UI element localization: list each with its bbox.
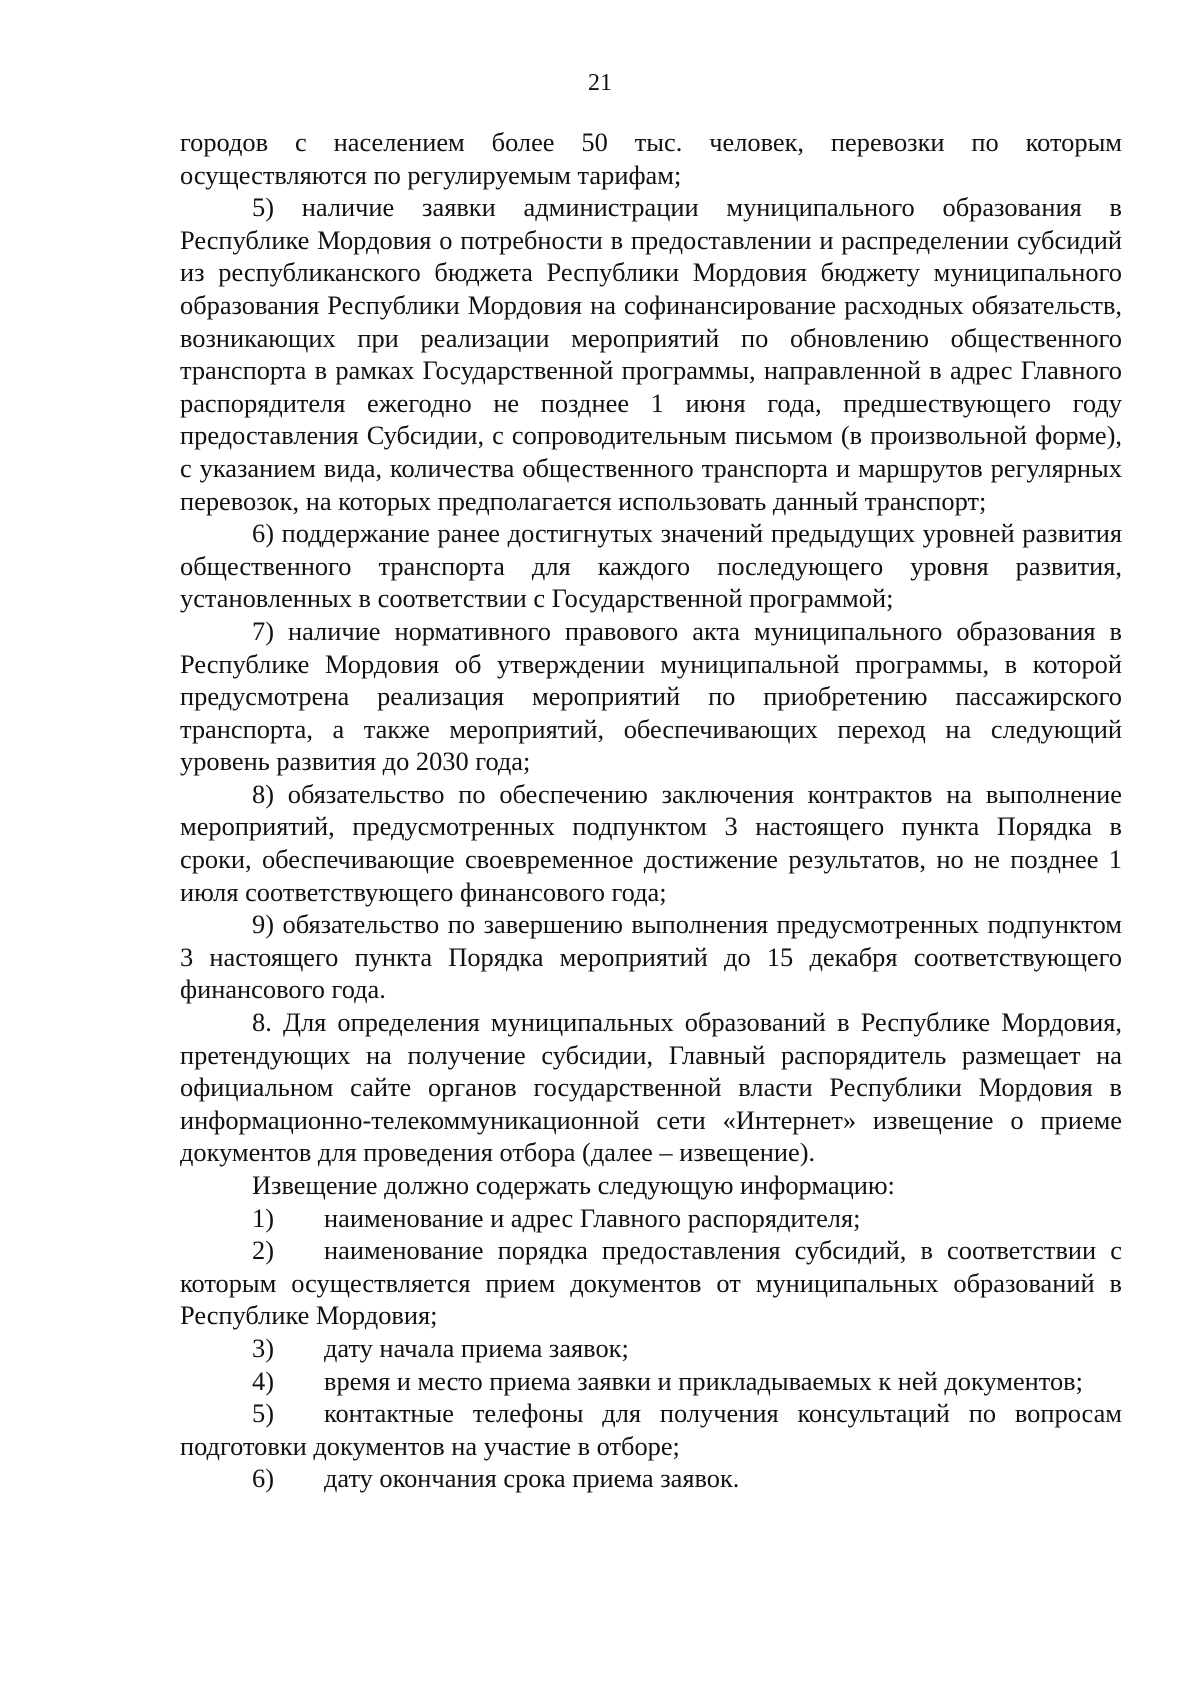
list-item [180, 1332, 1122, 1365]
list-item [180, 1202, 1122, 1235]
list-item-number: 3) [252, 1332, 274, 1363]
list-item-text: контактные телефоны для получения консультаций по вопросам подготовки документов на участие в отборе; [180, 1398, 1122, 1461]
paragraph-item-6: 6) поддержание ранее достигнутых значений предыдущих уровней развития общественного транспорта для каждого последующего уровня развития, установленных в соответствии с Государственной программой; [180, 518, 1122, 614]
list-item-text: время и место приема заявки и прикладываемых к ней документов; [324, 1365, 1083, 1396]
list-item-text: дату начала приема заявок; [324, 1332, 629, 1363]
list-item [180, 1462, 1122, 1495]
list-item-number: 2) [252, 1235, 274, 1266]
list-item-text: наименование и адрес Главного распорядителя; [324, 1202, 861, 1233]
list-item-number: 6) [252, 1463, 274, 1494]
page-number: 21 [588, 70, 612, 96]
list-item-number: 4) [252, 1365, 274, 1396]
list-item-text: наименование порядка предоставления субсидий, в соответствии с которым осуществляется прием документов от муниципальных образований в Республике Мордовия; [180, 1235, 1122, 1331]
document-body [180, 126, 1122, 1495]
paragraph-notice-intro: Извещение должно содержать следующую информацию: [252, 1170, 895, 1200]
paragraph-item-9: 9) обязательство по завершению выполнения предусмотренных подпунктом 3 настоящего пункта Порядка мероприятий до 15 декабря соответствующего финансового года. [180, 909, 1122, 1005]
list-item-text: дату окончания срока приема заявок. [324, 1463, 740, 1494]
list-item [180, 1397, 1122, 1462]
paragraph-item-7: 7) наличие нормативного правового акта муниципального образования в Республике Мордовия об утверждении муниципальной программы, в которой предусмотрена реализация мероприятий по приобретению пассажирского транспорта, а также мероприятий, обеспечивающих переход на следующий уровень развития до 2030 года; [180, 615, 1122, 777]
paragraph-continuation: городов с населением более 50 тыс. человек, перевозки по которым осуществляются по регулируемым тарифам; [180, 127, 1122, 190]
list-item-number: 5) [252, 1398, 274, 1429]
list-item [180, 1234, 1122, 1332]
paragraph-item-8: 8) обязательство по обеспечению заключения контрактов на выполнение мероприятий, предусмотренных подпунктом 3 настоящего пункта Порядка в сроки, обеспечивающие своевременное достижение результатов, но не позднее 1 июля соответствующего финансового года; [180, 778, 1122, 907]
list-item-number: 1) [252, 1202, 274, 1233]
paragraph-section-8: 8. Для определения муниципальных образований в Республике Мордовия, претендующих на получение субсидии, Главный распорядитель размещает на официальном сайте органов государственной власти Республики Мордовия в информационно-телекоммуникационной сети «Интернет» извещение о приеме документов для проведения отбора (далее – извещение). [180, 1007, 1122, 1168]
list-item [180, 1365, 1122, 1398]
paragraph-item-5: 5) наличие заявки администрации муниципального образования в Республике Мордовия о потребности в предоставлении и распределении субсидий из республиканского бюджета Республики Мордовия бюджету муниципального образования Республики Мордовия на софинансирование расходных обязательств, возникающих при реализации мероприятий по обновлению общественного транспорта в рамках Государственной программы, направленной в адрес Главного распорядителя ежегодно не позднее 1 июня года, предшествующего году предоставления Субсидии, с сопроводительным письмом (в произвольной форме), с указанием вида, количества общественного транспорта и маршрутов регулярных перевозок, на которых предполагается использовать данный транспорт; [180, 192, 1122, 516]
